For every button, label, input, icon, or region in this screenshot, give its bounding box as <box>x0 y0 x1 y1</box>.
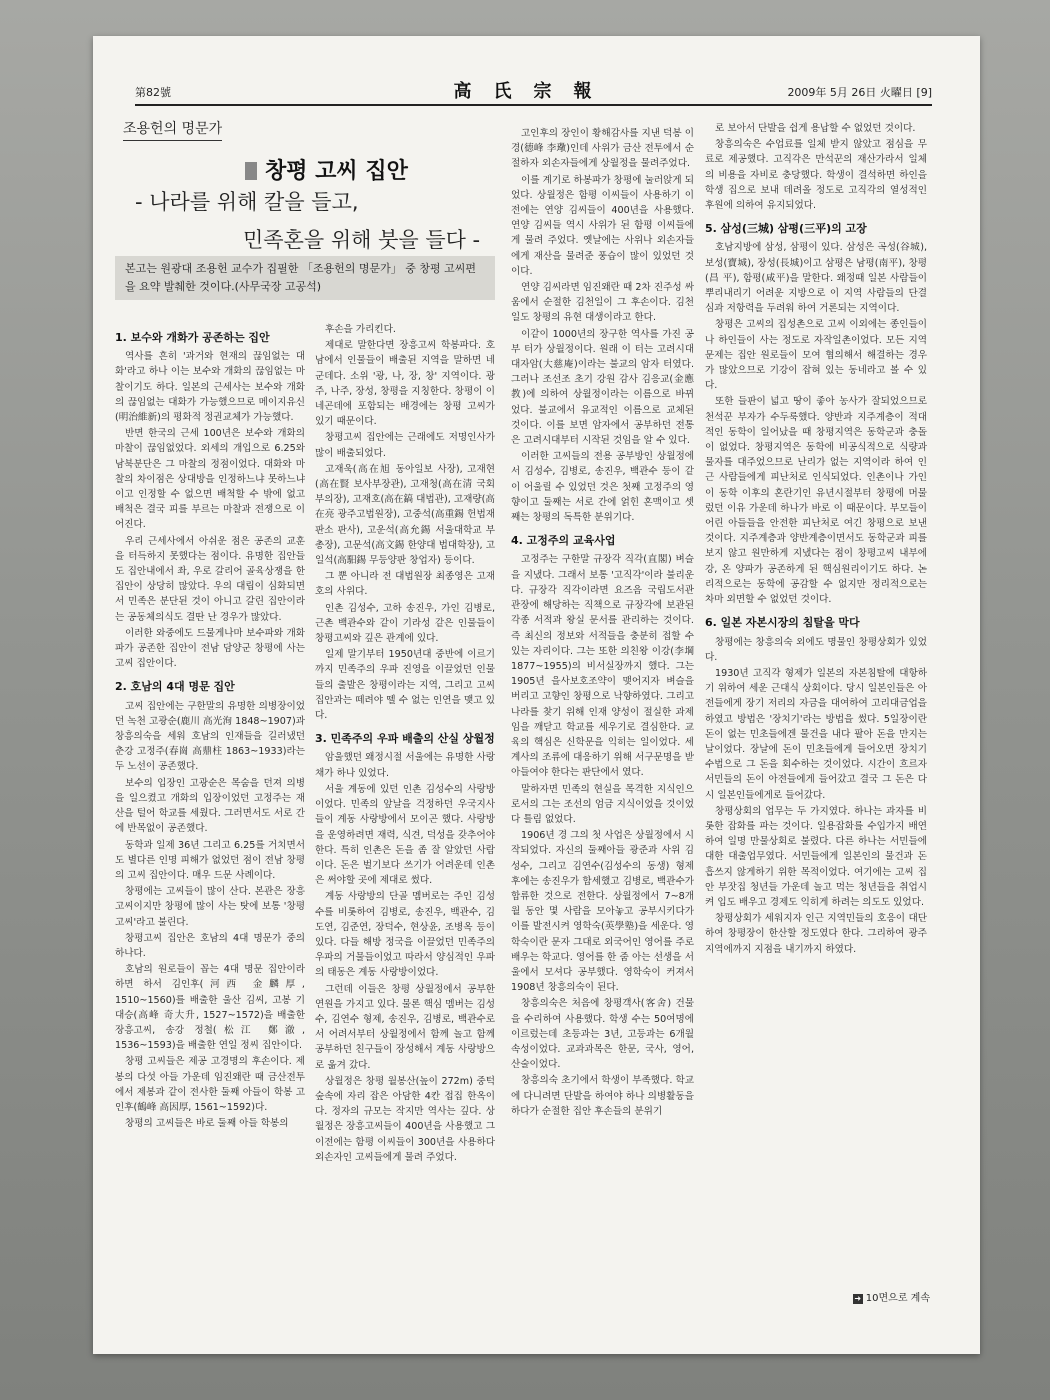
paragraph: 로 보아서 단발을 쉽게 용납할 수 없었던 것이다. <box>715 123 916 134</box>
newspaper-page <box>93 36 980 1354</box>
section-heading: 4. 고정주의 교육사업 <box>511 534 616 548</box>
continued-notice <box>853 1289 930 1304</box>
paragraph: 고인후의 장인이 황해감사를 지낸 덕봉 이경(德峰 李璥)인데 사위가 금산 전투에서 순절하자 외손자들에게 상월정을 물려주었다. <box>511 128 694 170</box>
paragraph: 창평고씨 집안은 호남의 4대 명문가 중의 하나다. <box>115 932 305 959</box>
paragraph: 그런데 이들은 창평 상월정에서 공부한 연원을 가지고 있다. 물론 핵심 멤버는 김성수, 김연수 형제, 송진우, 김병로, 백관수로서 어려서부터 상월정에서 함께 놀고 함께 공부하던 친구들이 장성해서 계동 사랑방으로 옮겨 갔다. <box>315 983 495 1071</box>
paragraph: 호남의 원로들이 꼽는 4대 명문 집안이라 하면 하서 김인후(河西 金麟厚, 1510~1560)를 배출한 울산 김씨, 고봉 기대승(高峰 奇大升, 1527~1572)을 배출한 장흥고씨, 송강 정철(松江 鄭澈, 1536~1593)을 배출한 연일 정씨 집안이다. <box>115 964 305 1052</box>
paragraph: 말하자면 민족의 현실을 목격한 지식인으로서의 그는 조선의 엄금 지식이었을 것이었다 틀림 없었다. <box>511 783 694 825</box>
paragraph: 창평은 고씨의 집성촌으로 고씨 이외에는 종인들이나 하인들이 사는 정도로 자작일촌이었다. 모든 지역 문제는 집안 원로들이 모여 협의해서 해결하는 경우가 많았으므로 기강이 잡혀 있는 동네라고 볼 수 있다. <box>705 319 927 392</box>
paragraph: 계동 사랑방의 단골 멤버로는 주인 김성수를 비롯하여 김병로, 송진우, 백관수, 김도연, 김준연, 장덕수, 현상윤, 조병옥 등이 있다. 다들 해방 정국을 이끌었던 민족주의 우파의 거물들이었고 따라서 양심적인 우파의 태동은 계동 사랑방이었다. <box>315 891 495 979</box>
paragraph: 그 뿐 아니라 전 대법원장 최종영은 고재호의 사위다. <box>315 571 495 598</box>
paragraph: 창흥의숙은 수업료를 일체 받지 않았고 점심을 무료로 제공했다. 고직각은 만석꾼의 재산가라서 일체의 비용을 자비로 충당했다. 학생이 결석하면 하인을 학생 집으로 보내 데려올 정도로 고직각의 열성적인 후원에 의하여 유지되었다. <box>705 139 927 212</box>
masthead <box>135 76 932 106</box>
column-3 <box>511 126 694 1344</box>
paragraph: 창평 고씨들은 제공 고경명의 후손이다. 제봉의 다섯 아들 가운데 임진왜란 때 금산전투에서 제봉과 같이 전사한 둘째 아들이 학봉 고인후(鶴峰 高因厚, 1561~1592)다. <box>115 1056 305 1113</box>
section-heading: 5. 삼성(三城) 삼평(三平)의 고장 <box>705 222 867 236</box>
paragraph: 창흥의숙은 처음에 창평객사(客舍) 건물을 수리하여 사용했다. 학생 수는 50여명에 이르렀는데 초등과는 3년, 고등과는 6개월 속성이었다. 교과과목은 한문, 국사, 영어, 산술이었다. <box>511 998 694 1071</box>
paragraph: 반면 한국의 근세 100년은 보수와 개화의 마찰이 끊임없었다. 외세의 개입으로 6.25와 남북분단은 그 마찰의 정점이었다. 대화와 마찰의 차이점은 상대방을 인정하느냐 못하느냐 이고 인정할 수 없으면 배척할 수 밖에 없고 배척은 결국 피를 부르는 마찰과 전쟁으로 이어진다. <box>115 428 305 531</box>
paragraph: 창평에는 고씨들이 많이 산다. 본관은 장흥고씨이지만 창평에 많이 사는 탓에 보통 '창평고씨'라고 불린다. <box>115 886 305 928</box>
paragraph: 인촌 김성수, 고하 송진우, 가인 김병로, 근촌 백관수와 같이 기라성 같은 인물들이 창평고씨와 깊은 관계에 있다. <box>315 602 495 645</box>
headline-text: 창평 고씨 집안 <box>265 159 408 184</box>
column-1 <box>115 322 305 1342</box>
issue-date: 2009年 5月 26日 火曜日 [9] <box>787 86 932 99</box>
paragraph: 우리 근세사에서 아쉬운 점은 공존의 교훈을 터득하지 못했다는 점이다. 유명한 집안들도 집안내에서 좌, 우로 갈리어 골육상쟁을 한 집안이 상당히 많았다. 우의 대립이 심화되면서 민족은 분단된 것이 아니고 갈린 집안이라는 공동체의식도 결딴 난 경우가 많았다. <box>115 535 305 623</box>
paragraph: 고씨 집안에는 구한말의 유명한 의병장이었던 녹천 고광순(鹿川 高光洵 1848~1907)과 창흥의숙을 세워 호남의 인재들을 길러냈던 춘강 고정주(春崗 高鼎柱 1863~1933)라는 두 노선이 공존했다. <box>115 700 305 773</box>
paragraph: 상월정은 창평 월봉산(높이 272m) 중턱 숲속에 자리 잡은 아담한 4칸 접집 한옥이다. 정자의 규모는 작지만 역사는 깊다. 상월정은 장흥고씨들이 400년을 사용했고 그 이전에는 함평 이씨들이 300년을 사용하다 외손자인 고씨들에게 물려 주었다. <box>315 1075 495 1163</box>
paragraph: 고재욱(高在旭 동아일보 사장), 고재현(高在賢 보사부장관), 고재청(高在清 국회부의장), 고재호(高在鎬 대법관), 고재량(高在亮 광주고법원장), 고중석(高重錫 헌법재판소 판사), 고운석(高允錫 서울대학교 부총장), 고문석(高文錫 한양대 법대학장), 고일석(高馹錫 무등양판 창업자) 등이다. <box>315 463 495 567</box>
paragraph: 또한 들판이 넓고 땅이 좋아 농사가 잘되었으므로 천석꾼 부자가 수두룩했다. 양반과 지주계층이 적대적인 동학이 일어났을 때 창평지역은 동학군과 충돌이 없었다. 창평지역은 동학에 비공식적으로 식량과 물자를 대주었으므로 난리가 없는 지역이라 하여 인근 사람들에게 피난처로 인식되었다. 인촌이나 가인이 동학 이후의 혼란기인 유년시절부터 창평에 머물렀던 이유 가운데 하나가 바로 이 때문이다. 부모들이 어린 아들들을 안전한 피난처로 여긴 창평으로 보낸 것이다. 지주계층과 양반계층이면서도 동학군과 피를 보지 않고 원만하게 지냈다는 점이 창평고씨 내부에 강, 온 양파가 공존하게 된 핵심원리이기도 하다. 논리적으로는 동학에 공감할 수 없지만 정리적으로는 차마 외면할 수 없었던 것이다. <box>705 396 927 606</box>
headline-bar-icon <box>245 162 257 180</box>
paragraph: 제대로 말한다면 장흥고씨 학봉파다. 호남에서 인물들이 배출된 지역을 말하면 네 군데다. 소위 '광, 나, 장, 창' 지역이다. 광주, 나주, 장성, 창평을 지칭한다. 창평이 이 네곤데에 포함되는 배경에는 창평 고씨가 있기 때문이다. <box>315 340 495 428</box>
section-heading: 3. 민족주의 우파 배출의 산실 상월정 <box>315 732 495 746</box>
section-heading: 2. 호남의 4대 명문 집안 <box>115 680 235 694</box>
paragraph: 일제 말기부터 1950년대 중반에 이르기까지 민족주의 우파 진영을 이끌었던 인물들의 출발은 창평이라는 지역, 그리고 고씨 집안과는 떼려야 뗄 수 없는 인연을 맺고 있다. <box>315 649 495 722</box>
arrow-icon: ➜ <box>854 1294 862 1303</box>
continued-text: 10면으로 계속 <box>865 1293 930 1304</box>
section-heading: 1. 보수와 개화가 공존하는 집안 <box>115 331 270 344</box>
paragraph: 창평에는 창흥의숙 외에도 명물인 창평상회가 있었다. <box>705 636 927 663</box>
paragraph: 이러한 와중에도 드물게나마 보수파와 개화파가 공존한 집안이 전남 담양군 창평에 사는 고씨 집안이다. <box>115 627 305 670</box>
paragraph: 역사를 흔히 '과거와 현재의 끊임없는 대화'라고 하나 이는 보수와 개화의 끊임없는 마찰이기도 하다. 일본의 근세사는 보수와 개화의 끊임없는 대화가 가능했으므로 메이지유신(明治維新)의 평화적 정권교체가 가능했다. <box>115 351 305 424</box>
series-title: 조용헌의 명문가 <box>123 118 222 141</box>
subtitle-line-2: 민족혼을 위해 붓을 들다 - <box>243 228 481 252</box>
paragraph: 고정주는 구한말 규장각 직각(直閣) 벼슬을 지냈다. 그래서 보통 '고직각'이라 불리운다. 규장각 직각이라면 요즈음 국립도서관 관장에 해당하는 직책으로 규장각에 보관된 각종 서적과 왕실 문서를 관리하는 것이다. 즉 최신의 정보와 서적들을 충분히 접할 수 있는 자리이다. 그는 또한 의친왕 이강(李堈 1877~1955)의 비서실장까지 했다. 그는 1905년 을사보호조약이 맺어지자 벼슬을 버리고 고향인 창평으로 낙향하였다. 그리고 나라를 찾기 위해 인재 양성이 절실한 과제임을 깨닫고 학교를 세우기로 결심한다. 교육의 핵심은 신학문을 익히는 일이었다. 세계사의 조류에 대응하기 위해 서구문명을 받아들여야 한다는 판단에서 였다. <box>511 554 694 779</box>
issue-number: 第82號 <box>135 86 171 99</box>
section-heading: 6. 일본 자본시장의 침탈을 막다 <box>705 616 860 630</box>
paragraph: 후손을 가리킨다. <box>325 324 396 335</box>
paragraph: 창평의 고씨들은 바로 둘째 아들 학봉의 <box>125 1118 289 1130</box>
newspaper-title: 高氏宗報 <box>453 81 614 102</box>
paragraph: 창평상회가 세워지자 인근 지역민들의 호응이 대단하여 창평장이 한산할 정도였다 한다. 그리하여 광주지역에까지 지점을 내기까지 하였다. <box>705 913 927 955</box>
summary-box: 본고는 원광대 조용헌 교수가 집필한 「조용헌의 명문가」 중 창평 고씨편을 요약 발췌한 것이다.(사무국장 고공석) <box>115 256 495 300</box>
column-4 <box>705 121 927 1311</box>
paragraph: 호남지방에 삼성, 삼평이 있다. 삼성은 곡성(谷城), 보성(寶城), 장성(長城)이고 삼평은 남평(南平), 창평(昌 平), 함평(咸平)을 말한다. 왜정때 일본 사람들이 뿌리내리기 어려운 지방으로 이 지역 사람들의 단결심과 저항력을 두려워 하여 거론되는 지역이다. <box>705 242 927 315</box>
subtitle-line-1: - 나라를 위해 칼을 들고, <box>135 190 359 214</box>
paragraph: 보수의 입장인 고광순은 목숨을 던져 의병을 일으켰고 개화의 입장이었던 고정주는 재산을 털어 학교를 세웠다. 그러면서도 서로 간에 반목없이 공존했다. <box>115 777 305 835</box>
paragraph: 창평상회의 업무는 두 가지였다. 하나는 과자를 비롯한 잡화를 파는 것이다. 일용잡화를 수입가지 배연하여 일명 만물상회로 불렸다. 다른 하나는 서민들에 대한 대출업무였다. 서민들에게 일본인의 물건과 돈 흡쓰지 않게하기 위한 목적이었다. 여기에는 고씨 집안 부잣집 청년들 가운데 놀고 먹는 청년들을 취업시켜 입도 배우고 경제도 익히게 하려는 의도도 있었다. <box>705 805 927 908</box>
paragraph: 연양 김씨라면 임진왜란 때 2차 진주성 싸움에서 순절한 김천일이 그 후손이다. 김천일도 창평의 유현 대생이라고 한다. <box>511 282 694 324</box>
paragraph: 이를 계기로 하봉파가 창평에 눌러앉게 되었다. 상월정은 함평 이씨들이 사용하기 이전에는 연양 김씨들이 400년을 사용했다. 연양 김씨들 역시 사위가 된 함평 이씨들에게 물려 주었다. 옛날에는 사위나 외손자들에게 재산을 물려준 풍습이 많이 있었던 것이다. <box>511 174 694 277</box>
paragraph: 창흥의숙 초기에서 학생이 부족했다. 학교에 다니려면 단발을 하여야 하나 의병활동을 하다가 순절한 집안 후손들의 분위기 <box>511 1075 694 1117</box>
headline <box>245 154 408 185</box>
paragraph: 암울했던 왜정시절 서울에는 유명한 사랑채가 하나 있었다. <box>315 752 495 779</box>
paragraph: 이같이 1000년의 장구한 역사를 가진 공부 터가 상월정이다. 원래 이 터는 고려시대 대자암(大慈庵)이라는 불교의 암자 터였다. 그러나 조선조 초기 강원 감사 김응교(金應教)에 의하여 상월정이라는 이름으로 바뀌었다. 불교에서 유교적인 이름으로 교체된 것이다. 이를 보면 암자에서 공부하던 전통은 고려시대부터 시작된 것임을 알 수 있다. <box>511 328 694 447</box>
paragraph: 1906년 경 그의 첫 사업은 상월정에서 시작되었다. 자신의 둘째아들 광준과 사위 김성수, 그리고 김연수(김성수의 동생) 형제 후에는 송진우가 합세했고 김병로, 백관수가 합류한 것으로 전한다. 상월정에서 7~8개월 동안 몇 사람을 모아놓고 공부시키다가 이를 발전시켜 영학숙(英學塾)을 세운다. 영학숙이란 문자 그대로 외국어인 영어를 주로 배우는 학교다. 영어를 한 줌 아는 선생을 서울에서 모셔다 공부했다. 영학숙이 커져서 1908년 창흥의숙이 된다. <box>511 830 694 994</box>
column-2 <box>315 322 495 1342</box>
paragraph: 서울 계동에 있던 인촌 김성수의 사랑방이었다. 민족의 앞날을 걱정하던 우국지사들이 계동 사랑방에서 모이곤 했다. 사랑방을 운영하려면 재력, 식견, 덕성을 갖추어야 한다. 특히 인촌은 돈을 좀 잘 알았던 사람이다. 돈은 벌기보다 쓰기가 어려운데 인촌은 써야할 곳에 제대로 썼다. <box>315 783 495 887</box>
paragraph: 이러한 고씨들의 전용 공부방인 상월정에서 김성수, 김병로, 송진우, 백관수 등이 같이 어울릴 수 있었던 것은 첫째 고정주의 영향이고 둘째는 서로 간에 얽힌 혼맥이고 셋째는 창평의 독특한 분위기다. <box>511 451 694 524</box>
paragraph: 창평고씨 집안에는 근래에도 저명인사가 많이 배출되었다. <box>315 432 495 459</box>
paragraph: 동학과 일제 36년 그리고 6.25를 거치면서도 별다른 인명 피해가 없었던 점이 전남 창평의 고씨 집안이다. 매우 드문 사례이다. <box>115 839 305 881</box>
paragraph: 1930년 고직각 형제가 일본의 자본침탈에 대항하기 위하여 세운 근대식 상회이다. 당시 일본인들은 아전들에게 장기 저리의 자금을 대여하여 고리대금업을 하였고 방법은 '장치기'라는 방법을 썼다. 5일장이란 돈이 없는 민초들에겐 물건을 내다 팔아 돈을 만지는 날이었다. 장날에 돈이 민초들에게 들어오면 장치기 수법으로 그 돈을 회수하는 것이었다. 시간이 흐르자 서민들의 돈이 아전들에게 들어갔고 결국 그 돈은 다시 일본인들에게로 들어갔다. <box>705 667 927 801</box>
